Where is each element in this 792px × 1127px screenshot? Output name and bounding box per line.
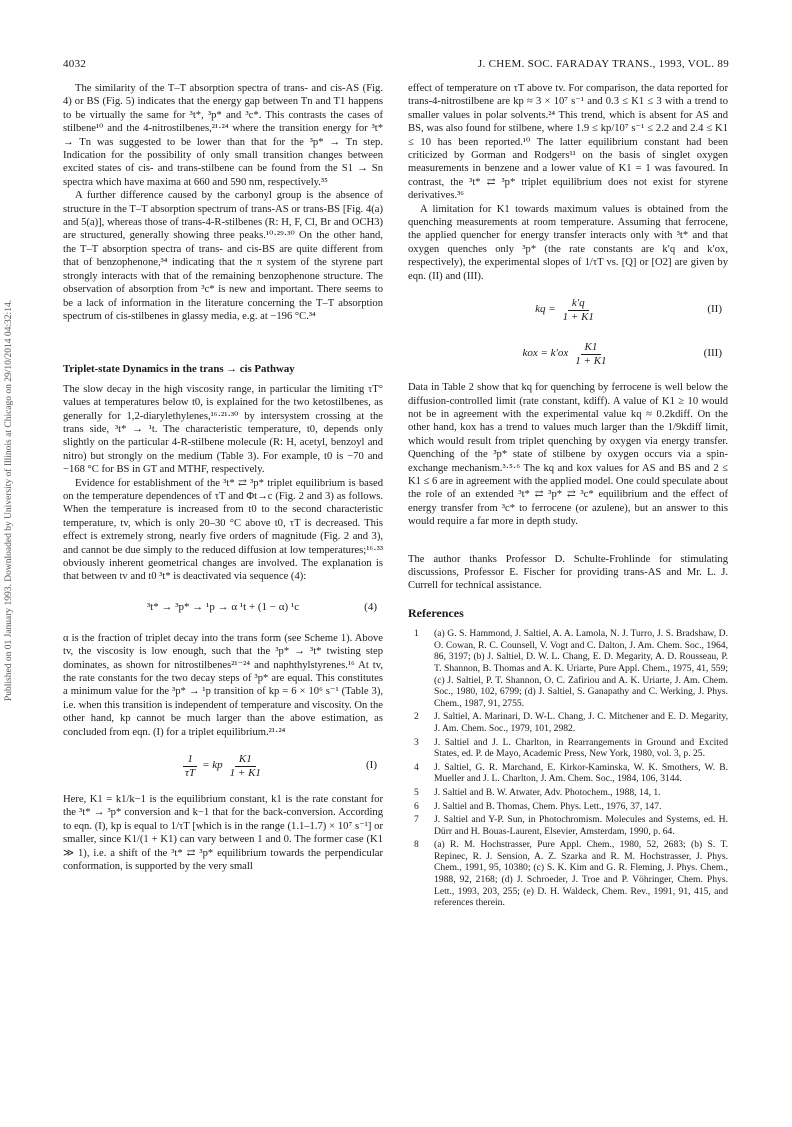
reference-item bbox=[408, 839, 728, 909]
fraction bbox=[181, 753, 199, 780]
equation-middle: = kp bbox=[202, 759, 223, 772]
paragraph: Evidence for establishment of the ³t* ⇄ ³p* triplet equilibrium is based on the temperature dependences of τT and Φt→c (Fig. 2 and 3) as follows. When the temperature is increased from t0 to the second characteristic temperature, tv, which is only 20–30 °C above t0, τT is decreased. This effect is extremely strong, nearly five orders of magnitude (Fig. 2 and 3), and cannot be due simply to the reduced diffusion at low temperatures;¹⁶·³³ obviously inherent geometrical changes are involved. The explanation is that between tv and t0 ³t* is deactivated via sequence (4): bbox=[63, 477, 383, 583]
reference-text: J. Saltiel and J. L. Charlton, in Rearrangements in Ground and Excited States, ed. P. de Mayo, Academic Press, New York, 1980, vol. 3, p. 25. bbox=[434, 736, 728, 760]
reference-text: J. Saltiel, G. R. Marchand, E. Kirkor-Kaminska, W. K. Smothers, W. B. Mueller and J. L. Charlton, J. Am. Chem. Soc., 1984, 106, 3144. bbox=[434, 761, 728, 785]
numerator: 1 bbox=[183, 753, 197, 767]
numerator: K1 bbox=[235, 753, 256, 767]
reference-item bbox=[408, 711, 728, 734]
equation-II bbox=[408, 293, 728, 327]
paragraph: α is the fraction of triplet decay into the trans form (see Scheme 1). Above tv, the viscosity is low enough, such that the ³p* → ³t* twisting step dominates, as shown for nitrostilbenes²¹⁻²⁴ and naphthylstyrenes.¹⁶ At tv, the rate constants for the two decay steps of ³p* are equal. This constitutes a minimum value for the ³p* → ¹p transition of kp = 6 × 10⁶ s⁻¹ (Table 3), i.e. when this transition is independent of temperature and viscosity. On the other hand, kp cannot be much larger than the above estimation, as concluded from eqn. (I) for a triplet equilibrium.²¹·²⁴ bbox=[63, 632, 383, 738]
reference-item bbox=[408, 801, 728, 813]
equation-lhs: kox = k′ox bbox=[522, 347, 569, 360]
paragraph: effect of temperature on τT above tv. For comparison, the data reported for trans-4-nitrostilbene are kp ≈ 3 × 10⁷ s⁻¹ and 0.3 ≤ K1 ≤ 3 with a trend to smaller values in polar solvents.²⁴ This trend, which is absent for AS and BS, was also found for stilbene, where 1.9 ≤ kp/10⁷ s⁻¹ ≤ 2.2 and 2.4 ≤ K1 ≤ 10 has been reported.¹⁰ The latter equilibrium constant had been criticized by Gorman and Rodgers¹¹ on the basis of singlet oxygen measurements in benzene and a lower value of K1 = 1 was favoured. In contrast, the ³t* ⇄ ³p* triplet equilibrium does not exist for styrene derivatives.³⁶ bbox=[408, 83, 728, 202]
reference-item bbox=[408, 628, 728, 709]
equation-number: (III) bbox=[703, 347, 722, 360]
reference-item bbox=[408, 787, 728, 799]
denominator: 1 + K1 bbox=[229, 766, 261, 779]
reference-item bbox=[408, 737, 728, 760]
reference-number: 2 bbox=[414, 711, 419, 723]
journal-running-head: J. CHEM. SOC. FARADAY TRANS., 1993, VOL. 89 bbox=[477, 58, 729, 70]
reference-item bbox=[408, 762, 728, 785]
equation-number: (4) bbox=[364, 601, 377, 614]
reference-text: J. Saltiel and Y-P. Sun, in Photochromism. Molecules and Systems, ed. H. Dürr and H. Bouas-Laurent, Elsevier, Amsterdam, 1990, p. 64. bbox=[434, 814, 728, 837]
reference-number: 3 bbox=[414, 736, 419, 748]
equation-4 bbox=[63, 594, 383, 622]
paragraph: Data in Table 2 show that kq for quenching by ferrocene is well below the diffusion-controlled limit (rate constant, kdiff). A value of K1 ≥ 10 would not be in agreement with the experimental value kq ≈ 0.2kdiff. On the other hand, kox has a trend to values much larger than the 1/9kdiff limit, which would result from triplet quenching by oxygen via energy transfer. Quenching of the ³p* state of stilbene by oxygen occurs via a spin-exchange mechanism.³·⁵·⁶ The kq and kox values for AS and BS and 2 ≤ K1 ≤ 6 are in agreement with the applied model. One could speculate about the role of an extended ³t* ⇄ ³p* ⇄ ³c* equilibrium and the effect of energy transfer from ³c* to ferrocene (or azulene), but an answer to this would require a far more in depth study. bbox=[408, 382, 728, 528]
download-watermark: Published on 01 January 1993. Downloaded by University of Illinois at Chicago on 29/10/2014 04:32:14. bbox=[4, 299, 14, 701]
reference-text: (a) G. S. Hammond, J. Saltiel, A. A. Lamola, N. J. Turro, J. S. Bradshaw, D. O. Cowan, R. C. Counsell, V. Vogt and C. Dalton, J. Am. Chem. Soc., 1964, 86, 3197; (b) J. Saltiel, D. W. L. Chang, E. D. Megarity, A. D. Rousseau, P. T. Shannon, B. Thomas and A. K. Uriarte, Pure Appl. Chem., 1975, 41, 559; (c) J. Saltiel, P. T. Shannon, O. C. Zafiriou and A. K. Uriarte, J. Am. Chem. Soc., 1980, 102, 6799; (d) J. Saltiel, S. Ganapathy and C. Werking, J. Phys. Chem., 1987, 91, 2755. bbox=[434, 628, 728, 709]
equation-number: (I) bbox=[366, 759, 377, 772]
numerator: k′q bbox=[568, 297, 589, 311]
section-heading: Triplet-state Dynamics in the trans → cis Pathway bbox=[63, 363, 295, 376]
fraction bbox=[559, 297, 598, 324]
reference-text: (a) R. M. Hochstrasser, Pure Appl. Chem., 1980, 52, 2683; (b) S. T. Repinec, R. J. Sension, A. Z. Szarka and R. M. Hochstrasser, J. Phys. Chem., 1991, 95, 10380; (c) S. K. Kim and G. R. Fleming, J. Phys. Chem., 1988, 92, 2168; (d) J. Schroeder, J. Troe and P. Vöhringer, Chem. Phys. Lett., 1993, 203, 255; (e) D. H. Waldeck, Chem. Rev., 1991, 91, 415, and references therein. bbox=[434, 839, 728, 909]
fraction bbox=[226, 753, 265, 780]
paragraph: Here, K1 = k1/k−1 is the equilibrium constant, k1 is the rate constant for the ³t* → ³p* conversion and k−1 that for the back-conversion. According to eqn. (I), kp is equal to 1/τT [which is in the range (1.1–1.7) × 10⁷ s⁻¹] or smaller, since K1/(1 + K1) can vary between 1 and 0. The former case (K1 ≫ 1), i.e. a shift of the ³t* ⇄ ³p* equilibrium towards the perpendicular conformation, is supported by the very small bbox=[63, 794, 383, 873]
left-column bbox=[63, 82, 383, 874]
equation-lhs: kq = bbox=[535, 303, 556, 316]
paragraph: The similarity of the T–T absorption spectra of trans- and cis-AS (Fig. 4) or BS (Fig. 5) indicates that the energy gap between Tn and T1 happens to be virtually the same for ³t*, ³p* and ³c*. This contrasts the cases of stilbene¹⁰ and the 4-nitrostilbenes,²¹·²⁴ where the transition energy for ³t* → Tn was suggested to be lower than that for the ³p* → Tn step. Indication for the possibility of only small transition changes between excited states of cis- and trans-stilbene can be found from the S1 → Sn spectra which have maxima at 660 and 590 nm, respectively.³⁵ bbox=[63, 83, 383, 188]
right-column bbox=[408, 82, 728, 911]
references-heading: References bbox=[408, 605, 464, 620]
denominator: 1 + K1 bbox=[562, 310, 594, 323]
reference-text: J. Saltiel and B. Thomas, Chem. Phys. Lett., 1976, 37, 147. bbox=[434, 800, 662, 812]
reference-number: 4 bbox=[414, 761, 419, 773]
reference-number: 8 bbox=[414, 839, 419, 851]
reference-text: J. Saltiel and B. W. Atwater, Adv. Photochem., 1988, 14, 1. bbox=[434, 786, 661, 798]
paragraph: The slow decay in the high viscosity range, in particular the limiting τT° values at temperatures below t0, is explained for the two ketostilbenes, as generally for 1,2-diarylethylenes,¹⁶·²¹·³⁰ by intersystem crossing at the trans side, ³t* → ¹t. The characteristic temperature, t0, depends only slightly on the particular 4-R-stilbene molecule (R: H, acetyl, benzoyl and nitro) but strongly on the medium (Table 3). For example, t0 is −70 and −168 °C for BS in GT and MTHF, respectively. bbox=[63, 383, 383, 476]
denominator: τT bbox=[185, 766, 196, 779]
reference-number: 6 bbox=[414, 800, 419, 812]
denominator: 1 + K1 bbox=[575, 354, 607, 367]
paragraph: A limitation for K1 towards maximum values is obtained from the quenching measurements at room temperature. Assuming that ferrocene, the applied quencher for energy transfer interacts only with ³t* and that oxygen quenches only ³p* (the rate constants are k′q and k′ox, respectively), the experimental slopes of 1/τT vs. [Q] or [O2] are given by eqn. (II) and (III). bbox=[408, 203, 728, 282]
reference-number: 5 bbox=[414, 786, 419, 798]
equation-III bbox=[408, 337, 728, 371]
page-header bbox=[63, 58, 729, 74]
reference-item bbox=[408, 814, 728, 837]
numerator: K1 bbox=[581, 341, 602, 355]
reference-number: 1 bbox=[414, 628, 419, 640]
reference-text: J. Saltiel, A. Marinari, D. W-L. Chang, J. C. Mitchener and E. D. Megarity, J. Am. Chem. Soc., 1979, 101, 2982. bbox=[434, 711, 728, 734]
page-number: 4032 bbox=[63, 58, 87, 70]
equation-body: ³t* → ³p* → ¹p → α ¹t + (1 − α) ¹c bbox=[146, 601, 300, 614]
fraction bbox=[571, 341, 610, 368]
reference-number: 7 bbox=[414, 814, 419, 826]
paragraph: A further difference caused by the carbonyl group is the absence of structure in the T–T absorption spectrum of trans-AS or trans-BS [Fig. 4(a) and 5(a)], whereas those of trans-4-R-stilbenes (R: H, F, Cl, Br and OCH3) are structured, generally showing three peaks.¹⁰·²⁹·³⁰ On the other hand, the T–T absorption spectra of trans- and cis-BS are quite different from that of benzophenone,³⁴ indicating that the π system of the styrene part strongly interacts with that of the remaining benzophenone structure. The observation of absorption from ³c* is new and important. There seems to be a lack of information in the literature concerning the T–T absorption spectrum of cis-stilbenes in glassy media, e.g. at −196 °C.³⁴ bbox=[63, 190, 383, 322]
equation-number: (II) bbox=[707, 303, 722, 316]
reference-list bbox=[408, 628, 728, 909]
equation-I bbox=[63, 749, 383, 783]
acknowledgement: The author thanks Professor D. Schulte-Frohlinde for stimulating discussions, Professor E. Fischer for providing trans-AS and Mr. L. J. Currell for technical assistance. bbox=[408, 553, 728, 592]
